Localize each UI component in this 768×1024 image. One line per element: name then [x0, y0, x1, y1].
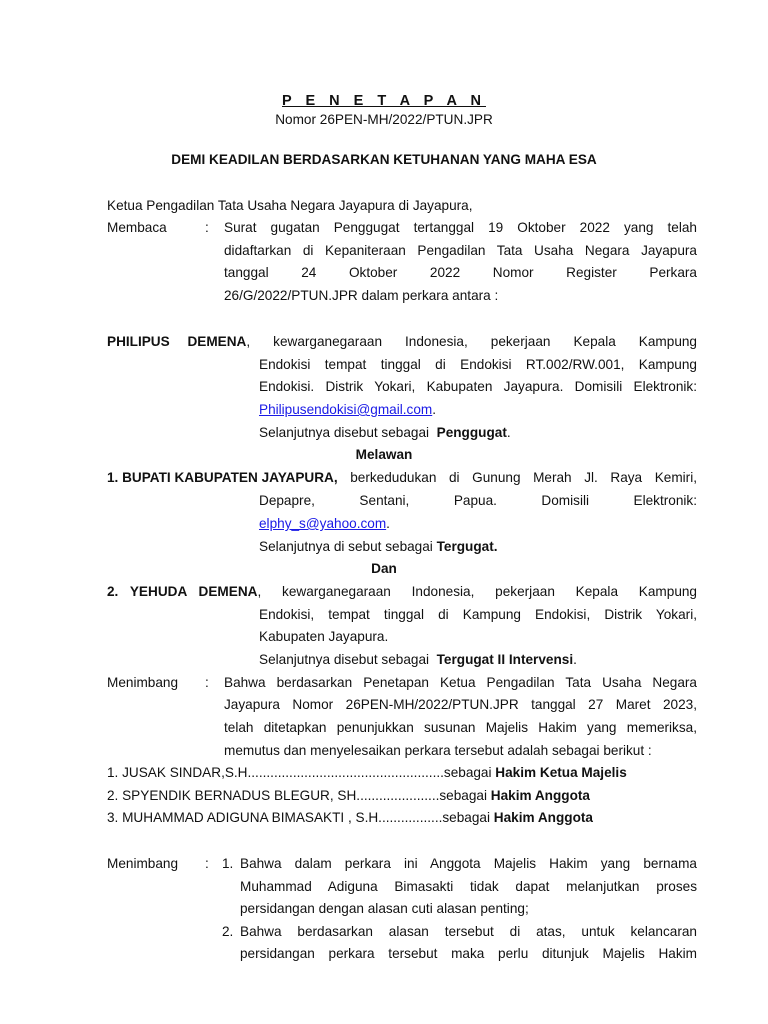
list-number: 2.: [222, 924, 234, 939]
penggugat-email-line: [259, 401, 436, 419]
punctuation: .: [506, 425, 511, 440]
membaca-line: didaftarkan di Kepaniteraan Pengadilan Tata Usaha Negara Jayapura: [224, 243, 697, 258]
intervensi-role-line: [259, 651, 577, 669]
melawan-heading: Melawan: [355, 447, 413, 462]
list-number: 1.: [222, 856, 234, 871]
membaca-line: Surat gugatan Penggugat tertanggal 19 Oktober 2022 yang telah: [224, 220, 697, 235]
judge-name: 1. JUSAK SINDAR,S.H....................................................sebagai: [107, 765, 496, 780]
document-title: P E N E T A P A N: [282, 93, 486, 109]
penggugat-text: Endokisi tempat tinggal di Endokisi RT.002/RW.001, Kampung: [259, 357, 697, 372]
membaca-label: Membaca: [107, 220, 167, 235]
document-motto: DEMI KEADILAN BERDASARKAN KETUHANAN YANG MAHA ESA: [171, 152, 597, 167]
penggugat-text: Endokisi. Distrik Yokari, Kabupaten Jayapura. Domisili Elektronik:: [259, 379, 697, 394]
penggugat-first-line: [107, 333, 697, 351]
menimbang-line: memutus dan menyelesaikan perkara tersebut adalah sebagai berikut :: [224, 743, 652, 758]
intervensi-text: Kabupaten Jayapura.: [259, 629, 389, 644]
dan-heading: Dan: [371, 561, 397, 576]
tergugat-email-line: [259, 515, 390, 533]
menimbang-label: Menimbang: [107, 675, 179, 690]
punctuation: .: [432, 402, 437, 417]
menimbang-item-line: persidangan dengan alasan cuti alasan penting;: [240, 901, 529, 916]
menimbang-item-line: persidangan perkara tersebut maka perlu ditunjuk Majelis Hakim: [240, 946, 697, 961]
penggugat-email-link[interactable]: Philipusendokisi@gmail.com: [259, 402, 433, 417]
menimbang-item-line: Bahwa dalam perkara ini Anggota Majelis Hakim yang bernama: [240, 856, 697, 871]
menimbang-item-line: Muhammad Adiguna Bimasakti tidak dapat melanjutkan proses: [240, 879, 697, 894]
membaca-line: 26/G/2022/PTUN.JPR dalam perkara antara :: [224, 288, 499, 303]
judge-entry: [107, 764, 627, 782]
intervensi-text: Endokisi, tempat tinggal di Kampung Endokisi, Distrik Yokari,: [259, 607, 697, 622]
intervensi-text: , kewarganegaraan Indonesia, pekerjaan Kepala Kampung: [257, 584, 697, 599]
penggugat-text: , kewarganegaraan Indonesia, pekerjaan Kepala Kampung: [246, 334, 697, 349]
menimbang-item-line: Bahwa berdasarkan alasan tersebut di atas, untuk kelancaran: [240, 924, 697, 939]
judge-entry: [107, 809, 593, 827]
role-intervensi: Tergugat II Intervensi: [436, 652, 574, 667]
intervensi-first-line: [107, 583, 697, 601]
tergugat-email-link[interactable]: elphy_s@yahoo.com: [259, 516, 387, 531]
judge-name: 3. MUHAMMAD ADIGUNA BIMASAKTI , S.H.................sebagai: [107, 810, 494, 825]
menimbang-line: Jayapura Nomor 26PEN-MH/2022/PTUN.JPR tanggal 27 Maret 2023,: [224, 697, 697, 712]
role-prefix: Selanjutnya disebut sebagai: [259, 425, 430, 440]
menimbang-colon: :: [205, 856, 209, 871]
punctuation: .: [386, 516, 390, 531]
membaca-colon: :: [205, 220, 209, 235]
judge-entry: [107, 787, 590, 805]
judge-role: Hakim Anggota: [490, 788, 590, 803]
judge-role: Hakim Anggota: [493, 810, 593, 825]
role-prefix: Selanjutnya disebut sebagai: [259, 652, 430, 667]
menimbang-line: telah ditetapkan penunjukkan susunan Majelis Hakim yang memeriksa,: [224, 720, 697, 735]
tergugat-first-line: [107, 469, 697, 487]
document-number: Nomor 26PEN-MH/2022/PTUN.JPR: [275, 112, 493, 127]
role-prefix: Selanjutnya di sebut sebagai: [259, 539, 433, 554]
tergugat-text: Depapre, Sentani, Papua. Domisili Elektronik:: [259, 493, 697, 508]
menimbang-line: Bahwa berdasarkan Penetapan Ketua Pengadilan Tata Usaha Negara: [224, 675, 697, 690]
menimbang-colon: :: [205, 675, 209, 690]
judge-name: 2. SPYENDIK BERNADUS BLEGUR, SH......................sebagai: [107, 788, 491, 803]
intro-text: Ketua Pengadilan Tata Usaha Negara Jayapura di Jayapura,: [107, 198, 473, 213]
penggugat-role-line: [259, 424, 511, 442]
menimbang-label: Menimbang: [107, 856, 179, 871]
role-tergugat: Tergugat.: [436, 539, 498, 554]
role-penggugat: Penggugat: [436, 425, 507, 440]
tergugat-text: berkedudukan di Gunung Merah Jl. Raya Kemiri,: [337, 470, 697, 485]
judge-role: Hakim Ketua Majelis: [495, 765, 627, 780]
tergugat-name: 1. BUPATI KABUPATEN JAYAPURA,: [107, 470, 338, 485]
membaca-line: tanggal 24 Oktober 2022 Nomor Register Perkara: [224, 265, 697, 280]
tergugat-role-line: [259, 538, 498, 556]
punctuation: .: [573, 652, 577, 667]
intervensi-name: 2. YEHUDA DEMENA: [107, 584, 258, 599]
penggugat-name: PHILIPUS DEMENA: [107, 334, 247, 349]
